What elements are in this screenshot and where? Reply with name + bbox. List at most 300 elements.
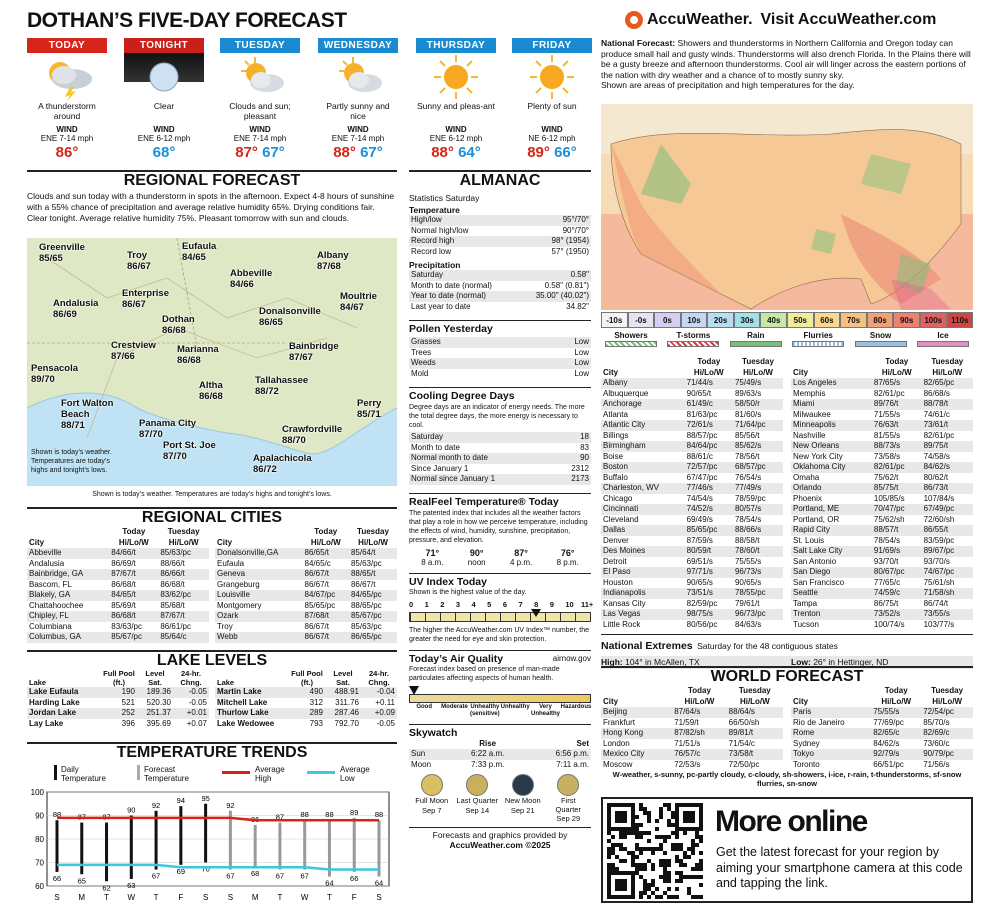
day-temps [416,144,496,161]
table-row [791,378,973,389]
temp-scale-swatch: 90s [893,312,920,328]
sky-col-rise: Rise [479,738,497,748]
kv-row [409,369,591,380]
high-label: 88 [52,810,62,820]
kv-value: Low [526,337,591,348]
table-row [601,441,783,452]
temp-scale-swatch: 110s [947,312,974,328]
lake-col-header: Full Pool (ft.) [291,669,323,687]
x-tick-label: W [127,893,136,902]
city-name: San Antonio [793,556,837,566]
city-name: Chattahoochee [29,600,84,610]
visit-link[interactable]: Visit AccuWeather.com [760,11,937,28]
lake-value: +0.07 [186,718,207,728]
lake-value: +0.01 [173,708,209,719]
lake-value: -0.05 [188,697,207,707]
uv-tick: 5 [487,599,492,609]
table-row [791,599,973,610]
lake-value: -0.04 [361,687,397,698]
high-label: 88 [325,810,334,820]
table-row [601,483,783,494]
kv-label: Since January 1 [411,463,469,473]
city-forecast: 88/65/t [349,569,397,580]
uv-scale [409,599,594,626]
city-name: Columbiana [29,621,72,631]
regional-cities-right [215,527,397,643]
precip-type-label: Rain [747,331,765,340]
us-cities-right [791,357,973,630]
col-today: Today [687,686,711,695]
wind-value: ENE 7-14 mph [331,134,385,143]
realfeel-time: 8 a.m. [421,557,444,567]
city-forecast: 68/57/pc [733,462,783,473]
city-name: Andalusia [29,558,65,568]
col-tuesday: Tuesday [357,527,389,536]
low-label: 67 [226,871,235,881]
map-city [39,242,85,264]
city-forecast: 78/54/s [734,514,762,524]
map-city [139,418,196,440]
x-tick-label: M [251,893,259,902]
table-row [791,739,973,750]
city-forecast: 73/61/t [922,420,973,431]
national-label: National Forecast: [601,38,676,48]
kv-row [409,236,591,247]
table-row [601,620,783,631]
map-city-temps: 87/68 [317,261,341,272]
national-text: Showers and thunderstorms in Northern California and Oregon today can produce small hail and gusty winds. Thunderstorms will also drench Florida. In the Plains there will be a gusty breeze and afternoon thunderstorms. Cool air will linger across the eastern portions of the nation with dry weather and a chance of to mostly sunny sky. [601,38,971,80]
lake-value: -0.05 [376,718,395,728]
table-row [601,588,783,599]
day-desc: Partly sunny and nice [326,101,390,121]
lake-name: Harding Lake [29,697,80,707]
city-forecast: 71/64/pc [733,420,783,431]
table-row [791,410,973,421]
high-label: 87 [77,812,86,822]
col-today: Today [884,686,908,695]
lake-value: 488.91 [325,687,361,698]
map-city-name: Andalusia [53,298,99,309]
city-name: Tucson [793,619,819,629]
city-forecast: 85/65/pc [304,600,336,610]
lake-row [215,698,397,709]
city-name: Buffalo [603,472,628,482]
city-forecast: 72/57/pc [685,462,733,473]
map-city-name: Troy [127,250,148,261]
map-city-temps: 88/71 [61,420,85,431]
table-row [601,557,783,568]
city-name: Geneva [215,569,303,580]
precip-type [788,331,848,347]
city-forecast: 97/71/s [685,567,733,578]
high-label: 94 [176,796,186,806]
city-forecast: 90/79/pc [921,749,973,760]
kv-label: Normal high/low [411,225,469,235]
uv-tick: 1 [424,599,429,609]
uv-desc: Shown is the highest value of the day. [409,588,527,596]
map-city-name: Eufaula [182,241,217,252]
table-row [601,420,783,431]
city-forecast: 87/67/t [109,569,158,580]
table-row [791,609,973,620]
air-title: Today’s Air Quality [409,652,504,665]
city-name: Charleston, WV [601,483,685,494]
table-row [27,622,209,633]
sky-cell: 7:11 a.m. [556,759,589,769]
table-row [601,760,783,771]
map-city-name: Fort Walton Beach [61,398,114,420]
map-city [53,298,98,320]
city-forecast: 73/55/s [922,609,973,620]
realfeel-value: 76° [560,547,575,558]
city-forecast: 83/62/pc [158,590,209,601]
kv-value: 2173 [555,474,591,485]
x-tick-label: T [104,893,109,902]
precip-type [663,331,723,347]
low-label: 63 [127,880,136,890]
high-label: 88 [374,810,384,820]
moon-icon [421,774,443,796]
air-level: Unhealthy (sensitive) [469,703,500,717]
skywatch-title: Skywatch [409,724,591,739]
uv-title: UV Index Today [409,573,591,588]
kv-label: Record high [409,236,518,247]
moon-phase-name: New Moon [504,796,541,805]
city-forecast: 66/50/sh [728,717,760,727]
kv-row [409,302,591,313]
y-tick-label: 80 [35,835,44,844]
lake-name: Thurlow Lake [215,708,289,719]
table-row [215,590,397,601]
y-tick-label: 70 [35,858,44,868]
extremes-title: National Extremes [601,640,693,652]
realfeel-value: 71° [425,547,440,558]
kv-label: Mold [411,368,429,378]
table-row [601,578,783,589]
city-forecast: 87/64/s [672,707,726,718]
city-forecast: 93/70/s [923,556,950,566]
city-forecast: 84/67/pc [303,590,349,601]
table-row [601,749,783,760]
city-forecast: 77/69/pc [873,717,904,727]
city-forecast: 86/75/t [873,598,899,608]
table-row [601,473,783,484]
day-desc: Sunny and pleas-ant [417,101,495,111]
lake-row [215,687,397,698]
city-forecast: 103/77/s [923,619,955,629]
city-forecast: 69/51/s [686,556,713,566]
kv-label: Record low [411,246,452,256]
table-row [601,378,783,389]
precip-type [726,331,786,347]
city-name: Frankfurt [603,717,636,727]
map-city-temps: 89/70 [31,374,55,385]
more-online-box [601,797,973,903]
map-city-temps: 88/70 [282,435,306,446]
precip-type-label: T-storms [676,331,711,340]
almanac-precip-title: Precipitation [409,260,461,270]
realfeel-item [468,548,486,567]
qr-code-icon[interactable] [607,803,703,899]
map-city-temps: 85/65 [39,253,63,264]
city-name: Donalsonville,GA [215,548,303,559]
city-forecast: 77/65/c [873,577,901,587]
low-label: 62 [102,883,111,893]
world-forecast-title: WORLD FORECAST [601,666,973,686]
city-name: Des Moines [601,546,685,557]
lake-levels-right [215,670,397,729]
city-name: Paris [791,707,871,718]
table-row [791,525,973,536]
day-desc: A thunderstorm around [38,101,96,121]
high-temp: 89° [527,144,550,161]
day-temps [318,144,398,161]
lake-row [27,719,209,730]
world-right [791,686,973,770]
city-forecast: 81/55/s [873,430,901,440]
map-city-name: Pensacola [31,363,78,374]
map-city [255,375,308,397]
day-card-5 [512,38,592,161]
day-label: FRIDAY [512,38,592,53]
city-forecast: 92/79/s [871,749,921,760]
precip-type-label: Flurries [803,331,833,340]
col-hilow: Hi/Lo/W [739,696,770,706]
lake-value: 311.76 [335,697,359,707]
sun-cloud-icon [318,53,398,101]
city-forecast: 88/73/s [872,441,922,452]
city-forecast: 73/58/t [727,749,783,760]
city-forecast: 71/54/c [728,738,755,748]
map-city-temps: 86/68 [199,391,223,402]
map-city-name: Apalachicola [253,453,312,464]
city-forecast: 79/61/t [734,598,760,608]
world-key: W-weather, s-sunny, pc-partly cloudy, c-cloudy, sh-showers, i-ice, r-rain, t-thunderstorms, sf-snow flurries, sn-snow [612,770,962,788]
temperature-color-scale [601,312,973,328]
lake-col-header: 24-hr. Chng. [368,669,390,687]
city-forecast: 71/51/s [674,738,701,748]
col-today: Today [697,357,721,366]
kv-row [409,226,591,237]
temp-trends-title: TEMPERATURE TRENDS [27,742,397,762]
table-row [791,578,973,589]
city-forecast: 89/75/t [922,441,973,452]
city-forecast: 86/55/t [922,525,973,536]
city-forecast: 88/57/pc [686,430,718,440]
kv-row [409,337,591,348]
low-label: 70 [201,864,210,874]
air-marker-icon [409,686,419,695]
legend-avg-high-swatch [222,771,250,774]
table-row [215,601,397,612]
city-name: Rapid City [791,525,872,536]
city-name: Rio de Janeiro [793,717,845,727]
kv-row [409,453,591,464]
kv-row [409,270,591,281]
kv-row [409,281,591,292]
lake-value: 396 [121,718,135,728]
city-forecast: 72/61/s [685,420,733,431]
almanac-title: ALMANAC [409,170,591,190]
table-row [215,632,397,643]
uv-marker-icon [531,609,541,617]
city-name: New York City [793,451,843,461]
city-forecast: 73/58/s [873,451,901,461]
thunderstorm-icon [27,53,107,101]
col-hilow: Hi/Lo/W [684,696,715,706]
city-name: Bainbridge, GA [27,569,109,580]
day-label: TUESDAY [220,38,300,53]
kv-label: Last year to date [411,301,471,311]
kv-value: 90 [555,453,591,464]
table-row [791,557,973,568]
col-today: Today [122,527,146,536]
x-tick-label: T [277,893,283,902]
map-city-temps: 85/71 [357,409,381,420]
precip-type-swatch [667,341,719,347]
lake-value: +0.11 [375,697,395,707]
low-temp: 64° [458,144,481,161]
city-forecast: 74/59/c [872,588,922,599]
city-forecast: 88/58/t [734,535,760,545]
moon-phase-name: Last Quarter [456,796,499,805]
lake-value: +0.09 [361,708,397,719]
city-forecast: 86/74/t [923,598,949,608]
air-level: Hazardous [560,703,592,710]
temp-scale-swatch: 40s [760,312,787,328]
city-name: Webb [215,632,303,643]
national-map [601,104,973,310]
day-label: TODAY [27,38,107,53]
precip-type-swatch [855,341,907,347]
map-note: Shown is today’s weather. Temperatures are today’s highs and tonight’s lows. [31,449,112,474]
wind-label: WIND [541,125,563,134]
almanac-temp-title: Temperature [409,205,460,215]
accuweather-header [625,11,936,29]
city-forecast: 100/74/s [873,619,905,629]
city-forecast: 78/56/t [734,451,760,461]
low-label: 67 [275,871,285,881]
temp-scale-swatch: 80s [867,312,894,328]
moon-phase [456,774,498,823]
lake-value: 289 [289,708,325,719]
wind-value: ENE 6-12 mph [429,134,483,143]
city-forecast: 80/67/pc [872,567,922,578]
precip-type-swatch [917,341,969,347]
city-forecast: 88/66/s [733,525,783,536]
high-label: 89 [350,807,359,817]
city-forecast: 84/64/pc [685,441,733,452]
col-tuesday: Tuesday [167,527,200,536]
city-forecast: 105/85/s [873,493,905,503]
legend-forecast: Forecast Temperature [144,765,189,783]
temp-scale-swatch: 100s [920,312,947,328]
day-card-0 [27,38,107,161]
city-forecast: 83/59/pc [923,535,955,545]
city-name: El Paso [601,567,685,578]
national-text2: Shown are areas of precipitation and high temperatures for the day. [601,80,855,90]
city-forecast: 78/59/pc [734,493,766,503]
city-name: Chicago [603,493,633,503]
temperature-trend-chart [27,786,397,908]
city-forecast: 85/67/pc [109,632,158,643]
city-forecast: 61/49/c [685,399,733,410]
table-row [791,452,973,463]
city-forecast: 85/64/c [158,632,209,643]
city-name: Little Rock [603,619,641,629]
city-forecast: 78/55/pc [733,588,783,599]
city-name: Billings [603,430,629,440]
city-name: Orlando [791,483,872,494]
city-name: San Francisco [793,577,845,587]
city-forecast: 72/54/pc [921,707,973,718]
lake-row [27,698,209,709]
y-tick-label: 90 [35,811,44,821]
city-name: New Orleans [791,441,872,452]
table-row [791,536,973,547]
low-label: 68 [250,869,260,879]
extremes-high: 104° in McAllen, TX [625,657,700,667]
y-tick-label: 100 [30,788,44,797]
kv-value: Low [574,347,589,357]
sky-row [409,760,591,771]
kv-row [409,215,591,226]
kv-row [409,348,591,359]
lake-row [27,708,209,719]
realfeel-item [510,548,532,567]
table-row [791,567,973,578]
city-forecast: 71/55/s [873,409,901,419]
map-city-name: Dothan [162,314,195,325]
temp-scale-swatch: -10s [601,312,628,328]
air-level: Very Unhealthy [530,703,560,717]
city-forecast: 85/69/t [111,600,136,610]
lake-value: 792.70 [334,718,359,728]
map-city [31,363,78,385]
pollen-title: Pollen Yesterday [409,320,591,335]
city-forecast: 86/68/s [923,388,950,398]
city-name: St. Louis [793,535,825,545]
city-forecast: 85/70/s [923,717,950,727]
kv-label: Saturday [409,270,518,281]
lake-value: 251.37 [137,708,173,719]
lake-value: 520.30 [146,697,171,707]
city-forecast: 82/65/c [871,728,921,739]
city-forecast: 72/60/sh [923,514,955,524]
city-forecast: 90/65/t [686,388,712,398]
city-name: Memphis [793,388,826,398]
col-tuesday: Tuesday [738,686,771,695]
city-name: Sydney [793,738,820,748]
table-row [601,599,783,610]
city-name: Toronto [793,759,820,769]
realfeel-value: 90° [469,547,484,558]
city-forecast: 67/47/pc [686,472,718,482]
city-forecast: 75/55/s [734,556,762,566]
lake-value: 490 [289,687,325,698]
city-name: Albany [601,378,685,389]
city-name: Columbus, GA [27,632,109,643]
city-name: Omaha [793,472,820,482]
high-label: 88 [300,810,309,820]
temp-trends-legend [27,763,397,785]
extremes-high-label: High: [601,657,623,667]
realfeel-item [421,548,443,567]
map-city-name: Perry [357,398,382,409]
map-city [289,341,339,363]
city-name: Ozark [215,611,303,622]
kv-row [409,432,591,443]
